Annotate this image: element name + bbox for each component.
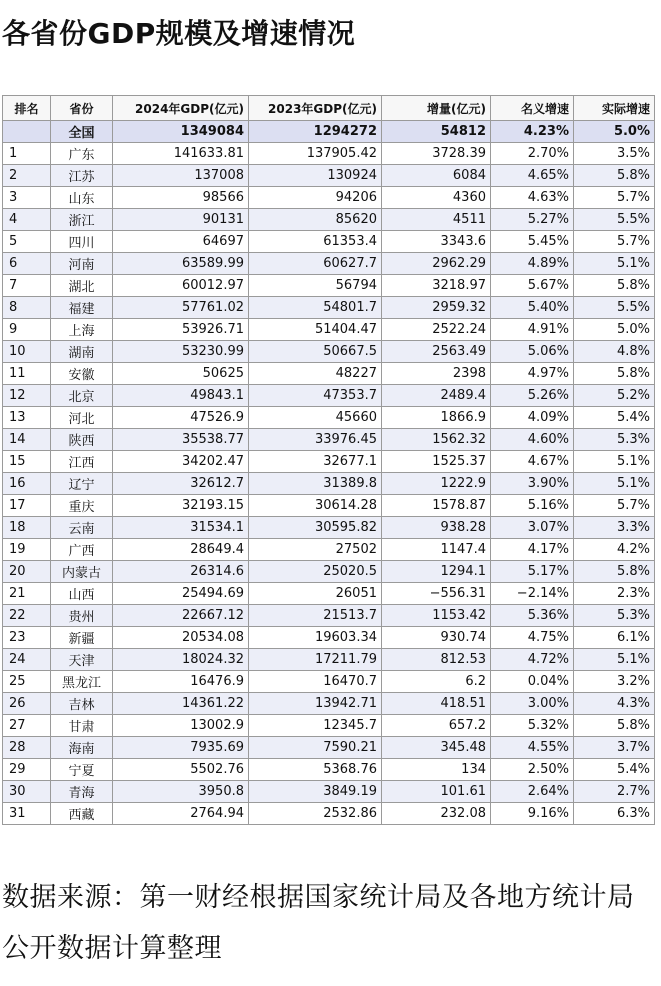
cell-real-growth: 2.3% [574, 583, 655, 605]
table-row [3, 517, 655, 539]
cell-increase: 418.51 [382, 693, 491, 715]
cell-nominal-growth: 5.27% [491, 209, 574, 231]
cell-province: 河北 [51, 407, 113, 429]
cell-nominal-growth: 5.67% [491, 275, 574, 297]
cell-real-growth: 5.8% [574, 165, 655, 187]
cell-gdp2023: 54801.7 [249, 297, 382, 319]
cell-nominal-growth: 2.70% [491, 143, 574, 165]
cell-rank: 26 [3, 693, 51, 715]
cell-rank: 13 [3, 407, 51, 429]
cell-nominal-growth: 4.63% [491, 187, 574, 209]
cell-province: 陕西 [51, 429, 113, 451]
cell-rank: 19 [3, 539, 51, 561]
cell-province: 黑龙江 [51, 671, 113, 693]
cell-gdp2024: 34202.47 [113, 451, 249, 473]
cell-gdp2023: 56794 [249, 275, 382, 297]
cell-gdp2023: 85620 [249, 209, 382, 231]
cell-gdp2024: 63589.99 [113, 253, 249, 275]
table-row [3, 495, 655, 517]
cell-gdp2024: 57761.02 [113, 297, 249, 319]
cell-rank [3, 121, 51, 143]
cell-nominal-growth: 4.91% [491, 319, 574, 341]
cell-nominal-growth: 4.60% [491, 429, 574, 451]
cell-nominal-growth: 4.97% [491, 363, 574, 385]
cell-rank: 23 [3, 627, 51, 649]
col-header-province: 省份 [51, 96, 113, 121]
cell-nominal-growth: 4.75% [491, 627, 574, 649]
cell-gdp2024: 64697 [113, 231, 249, 253]
cell-real-growth: 5.5% [574, 209, 655, 231]
cell-province: 全国 [51, 121, 113, 143]
cell-nominal-growth: 2.50% [491, 759, 574, 781]
cell-gdp2023: 26051 [249, 583, 382, 605]
cell-gdp2024: 32193.15 [113, 495, 249, 517]
cell-gdp2023: 13942.71 [249, 693, 382, 715]
cell-increase: 812.53 [382, 649, 491, 671]
cell-rank: 20 [3, 561, 51, 583]
cell-province: 重庆 [51, 495, 113, 517]
cell-gdp2023: 16470.7 [249, 671, 382, 693]
cell-rank: 3 [3, 187, 51, 209]
cell-gdp2023: 60627.7 [249, 253, 382, 275]
data-source-note: 数据来源：第一财经根据国家统计局及各地方统计局公开数据计算整理 [2, 882, 635, 964]
cell-nominal-growth: 2.64% [491, 781, 574, 803]
cell-increase: 6.2 [382, 671, 491, 693]
cell-province: 新疆 [51, 627, 113, 649]
cell-gdp2024: 5502.76 [113, 759, 249, 781]
cell-gdp2023: 1294272 [249, 121, 382, 143]
cell-rank: 5 [3, 231, 51, 253]
cell-gdp2024: 35538.77 [113, 429, 249, 451]
cell-gdp2024: 2764.94 [113, 803, 249, 825]
cell-nominal-growth: 3.07% [491, 517, 574, 539]
cell-gdp2024: 26314.6 [113, 561, 249, 583]
cell-nominal-growth: 5.26% [491, 385, 574, 407]
col-header-rank: 排名 [3, 96, 51, 121]
cell-gdp2023: 130924 [249, 165, 382, 187]
cell-increase: 1525.37 [382, 451, 491, 473]
cell-rank: 16 [3, 473, 51, 495]
cell-increase: 938.28 [382, 517, 491, 539]
table-row [3, 671, 655, 693]
table-row [3, 693, 655, 715]
cell-real-growth: 5.1% [574, 473, 655, 495]
col-header-gdp2024: 2024年GDP(亿元) [113, 96, 249, 121]
cell-province: 天津 [51, 649, 113, 671]
table-header-row [3, 96, 655, 121]
cell-real-growth: 6.1% [574, 627, 655, 649]
cell-real-growth: 5.8% [574, 275, 655, 297]
cell-gdp2024: 16476.9 [113, 671, 249, 693]
cell-gdp2024: 31534.1 [113, 517, 249, 539]
cell-increase: 101.61 [382, 781, 491, 803]
cell-gdp2023: 47353.7 [249, 385, 382, 407]
cell-nominal-growth: 5.32% [491, 715, 574, 737]
table-body [3, 121, 655, 825]
table-row [3, 429, 655, 451]
cell-gdp2023: 3849.19 [249, 781, 382, 803]
cell-province: 辽宁 [51, 473, 113, 495]
cell-gdp2023: 94206 [249, 187, 382, 209]
cell-increase: 1866.9 [382, 407, 491, 429]
table-row [3, 209, 655, 231]
cell-increase: 134 [382, 759, 491, 781]
table-row [3, 759, 655, 781]
cell-nominal-growth: −2.14% [491, 583, 574, 605]
cell-nominal-growth: 0.04% [491, 671, 574, 693]
cell-increase: 54812 [382, 121, 491, 143]
cell-nominal-growth: 5.17% [491, 561, 574, 583]
cell-province: 青海 [51, 781, 113, 803]
cell-gdp2024: 47526.9 [113, 407, 249, 429]
cell-province: 内蒙古 [51, 561, 113, 583]
cell-gdp2023: 50667.5 [249, 341, 382, 363]
cell-province: 安徽 [51, 363, 113, 385]
cell-gdp2024: 25494.69 [113, 583, 249, 605]
cell-gdp2024: 13002.9 [113, 715, 249, 737]
cell-nominal-growth: 4.09% [491, 407, 574, 429]
cell-gdp2023: 33976.45 [249, 429, 382, 451]
cell-gdp2024: 7935.69 [113, 737, 249, 759]
col-header-real-growth: 实际增速 [574, 96, 655, 121]
cell-rank: 28 [3, 737, 51, 759]
gdp-table-container [2, 95, 654, 825]
cell-province: 云南 [51, 517, 113, 539]
cell-gdp2024: 141633.81 [113, 143, 249, 165]
cell-rank: 25 [3, 671, 51, 693]
cell-province: 山西 [51, 583, 113, 605]
col-header-increase: 增量(亿元) [382, 96, 491, 121]
cell-real-growth: 5.8% [574, 561, 655, 583]
cell-gdp2024: 60012.97 [113, 275, 249, 297]
table-row [3, 385, 655, 407]
cell-real-growth: 6.3% [574, 803, 655, 825]
table-row [3, 231, 655, 253]
cell-real-growth: 3.5% [574, 143, 655, 165]
cell-rank: 31 [3, 803, 51, 825]
cell-increase: 657.2 [382, 715, 491, 737]
cell-province: 甘肃 [51, 715, 113, 737]
cell-gdp2024: 49843.1 [113, 385, 249, 407]
cell-increase: 3218.97 [382, 275, 491, 297]
cell-gdp2023: 48227 [249, 363, 382, 385]
cell-real-growth: 4.8% [574, 341, 655, 363]
cell-increase: 1578.87 [382, 495, 491, 517]
table-row [3, 407, 655, 429]
cell-nominal-growth: 5.45% [491, 231, 574, 253]
cell-nominal-growth: 9.16% [491, 803, 574, 825]
cell-real-growth: 2.7% [574, 781, 655, 803]
cell-real-growth: 5.7% [574, 187, 655, 209]
cell-real-growth: 3.2% [574, 671, 655, 693]
cell-increase: 4511 [382, 209, 491, 231]
cell-province: 四川 [51, 231, 113, 253]
cell-rank: 22 [3, 605, 51, 627]
cell-rank: 29 [3, 759, 51, 781]
cell-nominal-growth: 5.16% [491, 495, 574, 517]
cell-rank: 12 [3, 385, 51, 407]
cell-rank: 8 [3, 297, 51, 319]
cell-gdp2023: 27502 [249, 539, 382, 561]
table-row [3, 473, 655, 495]
cell-gdp2023: 21513.7 [249, 605, 382, 627]
cell-rank: 15 [3, 451, 51, 473]
cell-nominal-growth: 4.65% [491, 165, 574, 187]
cell-increase: 2962.29 [382, 253, 491, 275]
cell-real-growth: 5.4% [574, 759, 655, 781]
cell-gdp2023: 61353.4 [249, 231, 382, 253]
cell-rank: 14 [3, 429, 51, 451]
cell-province: 江西 [51, 451, 113, 473]
cell-province: 海南 [51, 737, 113, 759]
cell-gdp2024: 98566 [113, 187, 249, 209]
cell-increase: 1294.1 [382, 561, 491, 583]
cell-rank: 21 [3, 583, 51, 605]
cell-real-growth: 3.3% [574, 517, 655, 539]
cell-gdp2023: 12345.7 [249, 715, 382, 737]
cell-province: 湖南 [51, 341, 113, 363]
cell-province: 江苏 [51, 165, 113, 187]
cell-province: 广西 [51, 539, 113, 561]
national-total-row [3, 121, 655, 143]
cell-increase: 2398 [382, 363, 491, 385]
cell-gdp2024: 18024.32 [113, 649, 249, 671]
cell-rank: 6 [3, 253, 51, 275]
cell-rank: 24 [3, 649, 51, 671]
cell-rank: 4 [3, 209, 51, 231]
cell-rank: 1 [3, 143, 51, 165]
cell-province: 河南 [51, 253, 113, 275]
table-row [3, 539, 655, 561]
cell-gdp2023: 25020.5 [249, 561, 382, 583]
cell-real-growth: 5.8% [574, 715, 655, 737]
cell-increase: 2522.24 [382, 319, 491, 341]
cell-province: 贵州 [51, 605, 113, 627]
cell-increase: −556.31 [382, 583, 491, 605]
col-header-nominal-growth: 名义增速 [491, 96, 574, 121]
table-row [3, 143, 655, 165]
cell-real-growth: 5.0% [574, 319, 655, 341]
table-row [3, 715, 655, 737]
cell-rank: 7 [3, 275, 51, 297]
cell-rank: 17 [3, 495, 51, 517]
cell-gdp2023: 30614.28 [249, 495, 382, 517]
cell-increase: 3343.6 [382, 231, 491, 253]
cell-real-growth: 5.5% [574, 297, 655, 319]
cell-increase: 2489.4 [382, 385, 491, 407]
cell-nominal-growth: 4.72% [491, 649, 574, 671]
cell-gdp2023: 31389.8 [249, 473, 382, 495]
table-row [3, 803, 655, 825]
table-row [3, 451, 655, 473]
cell-nominal-growth: 3.00% [491, 693, 574, 715]
cell-real-growth: 5.7% [574, 495, 655, 517]
cell-increase: 1222.9 [382, 473, 491, 495]
cell-real-growth: 5.3% [574, 605, 655, 627]
cell-increase: 4360 [382, 187, 491, 209]
cell-rank: 27 [3, 715, 51, 737]
cell-gdp2023: 17211.79 [249, 649, 382, 671]
cell-nominal-growth: 4.55% [491, 737, 574, 759]
cell-increase: 1562.32 [382, 429, 491, 451]
cell-gdp2023: 7590.21 [249, 737, 382, 759]
cell-gdp2024: 137008 [113, 165, 249, 187]
table-row [3, 319, 655, 341]
cell-gdp2023: 19603.34 [249, 627, 382, 649]
table-row [3, 275, 655, 297]
cell-increase: 2959.32 [382, 297, 491, 319]
cell-rank: 2 [3, 165, 51, 187]
cell-real-growth: 5.0% [574, 121, 655, 143]
cell-gdp2024: 1349084 [113, 121, 249, 143]
cell-province: 西藏 [51, 803, 113, 825]
cell-nominal-growth: 3.90% [491, 473, 574, 495]
cell-nominal-growth: 4.17% [491, 539, 574, 561]
cell-province: 湖北 [51, 275, 113, 297]
table-row [3, 297, 655, 319]
cell-gdp2024: 53926.71 [113, 319, 249, 341]
cell-real-growth: 4.2% [574, 539, 655, 561]
cell-gdp2024: 22667.12 [113, 605, 249, 627]
table-row [3, 583, 655, 605]
cell-nominal-growth: 5.40% [491, 297, 574, 319]
cell-real-growth: 5.8% [574, 363, 655, 385]
cell-province: 山东 [51, 187, 113, 209]
cell-nominal-growth: 4.89% [491, 253, 574, 275]
cell-gdp2023: 51404.47 [249, 319, 382, 341]
cell-increase: 232.08 [382, 803, 491, 825]
cell-increase: 3728.39 [382, 143, 491, 165]
cell-gdp2024: 53230.99 [113, 341, 249, 363]
cell-gdp2024: 20534.08 [113, 627, 249, 649]
cell-increase: 1147.4 [382, 539, 491, 561]
cell-rank: 11 [3, 363, 51, 385]
cell-gdp2023: 2532.86 [249, 803, 382, 825]
table-row [3, 737, 655, 759]
cell-nominal-growth: 4.23% [491, 121, 574, 143]
table-row [3, 363, 655, 385]
cell-increase: 6084 [382, 165, 491, 187]
cell-nominal-growth: 5.06% [491, 341, 574, 363]
cell-province: 北京 [51, 385, 113, 407]
cell-increase: 2563.49 [382, 341, 491, 363]
cell-rank: 18 [3, 517, 51, 539]
table-row [3, 605, 655, 627]
page-title: 各省份GDP规模及增速情况 [2, 17, 356, 50]
cell-real-growth: 5.1% [574, 451, 655, 473]
table-row [3, 561, 655, 583]
cell-real-growth: 5.7% [574, 231, 655, 253]
cell-gdp2023: 137905.42 [249, 143, 382, 165]
table-row [3, 649, 655, 671]
cell-real-growth: 5.3% [574, 429, 655, 451]
cell-real-growth: 5.4% [574, 407, 655, 429]
cell-gdp2023: 30595.82 [249, 517, 382, 539]
cell-real-growth: 4.3% [574, 693, 655, 715]
cell-rank: 9 [3, 319, 51, 341]
cell-gdp2023: 32677.1 [249, 451, 382, 473]
cell-gdp2024: 50625 [113, 363, 249, 385]
cell-gdp2023: 5368.76 [249, 759, 382, 781]
cell-province: 广东 [51, 143, 113, 165]
table-row [3, 627, 655, 649]
cell-rank: 10 [3, 341, 51, 363]
cell-real-growth: 3.7% [574, 737, 655, 759]
cell-nominal-growth: 5.36% [491, 605, 574, 627]
cell-province: 浙江 [51, 209, 113, 231]
cell-rank: 30 [3, 781, 51, 803]
cell-real-growth: 5.2% [574, 385, 655, 407]
cell-real-growth: 5.1% [574, 253, 655, 275]
cell-gdp2023: 45660 [249, 407, 382, 429]
cell-province: 宁夏 [51, 759, 113, 781]
cell-increase: 345.48 [382, 737, 491, 759]
cell-province: 福建 [51, 297, 113, 319]
cell-gdp2024: 32612.7 [113, 473, 249, 495]
cell-gdp2024: 28649.4 [113, 539, 249, 561]
cell-increase: 930.74 [382, 627, 491, 649]
table-row [3, 341, 655, 363]
cell-province: 上海 [51, 319, 113, 341]
cell-real-growth: 5.1% [574, 649, 655, 671]
cell-gdp2024: 14361.22 [113, 693, 249, 715]
col-header-gdp2023: 2023年GDP(亿元) [249, 96, 382, 121]
cell-nominal-growth: 4.67% [491, 451, 574, 473]
cell-gdp2024: 90131 [113, 209, 249, 231]
cell-gdp2024: 3950.8 [113, 781, 249, 803]
table-row [3, 165, 655, 187]
cell-increase: 1153.42 [382, 605, 491, 627]
table-row [3, 253, 655, 275]
cell-province: 吉林 [51, 693, 113, 715]
table-row [3, 187, 655, 209]
gdp-table [2, 95, 655, 825]
table-row [3, 781, 655, 803]
